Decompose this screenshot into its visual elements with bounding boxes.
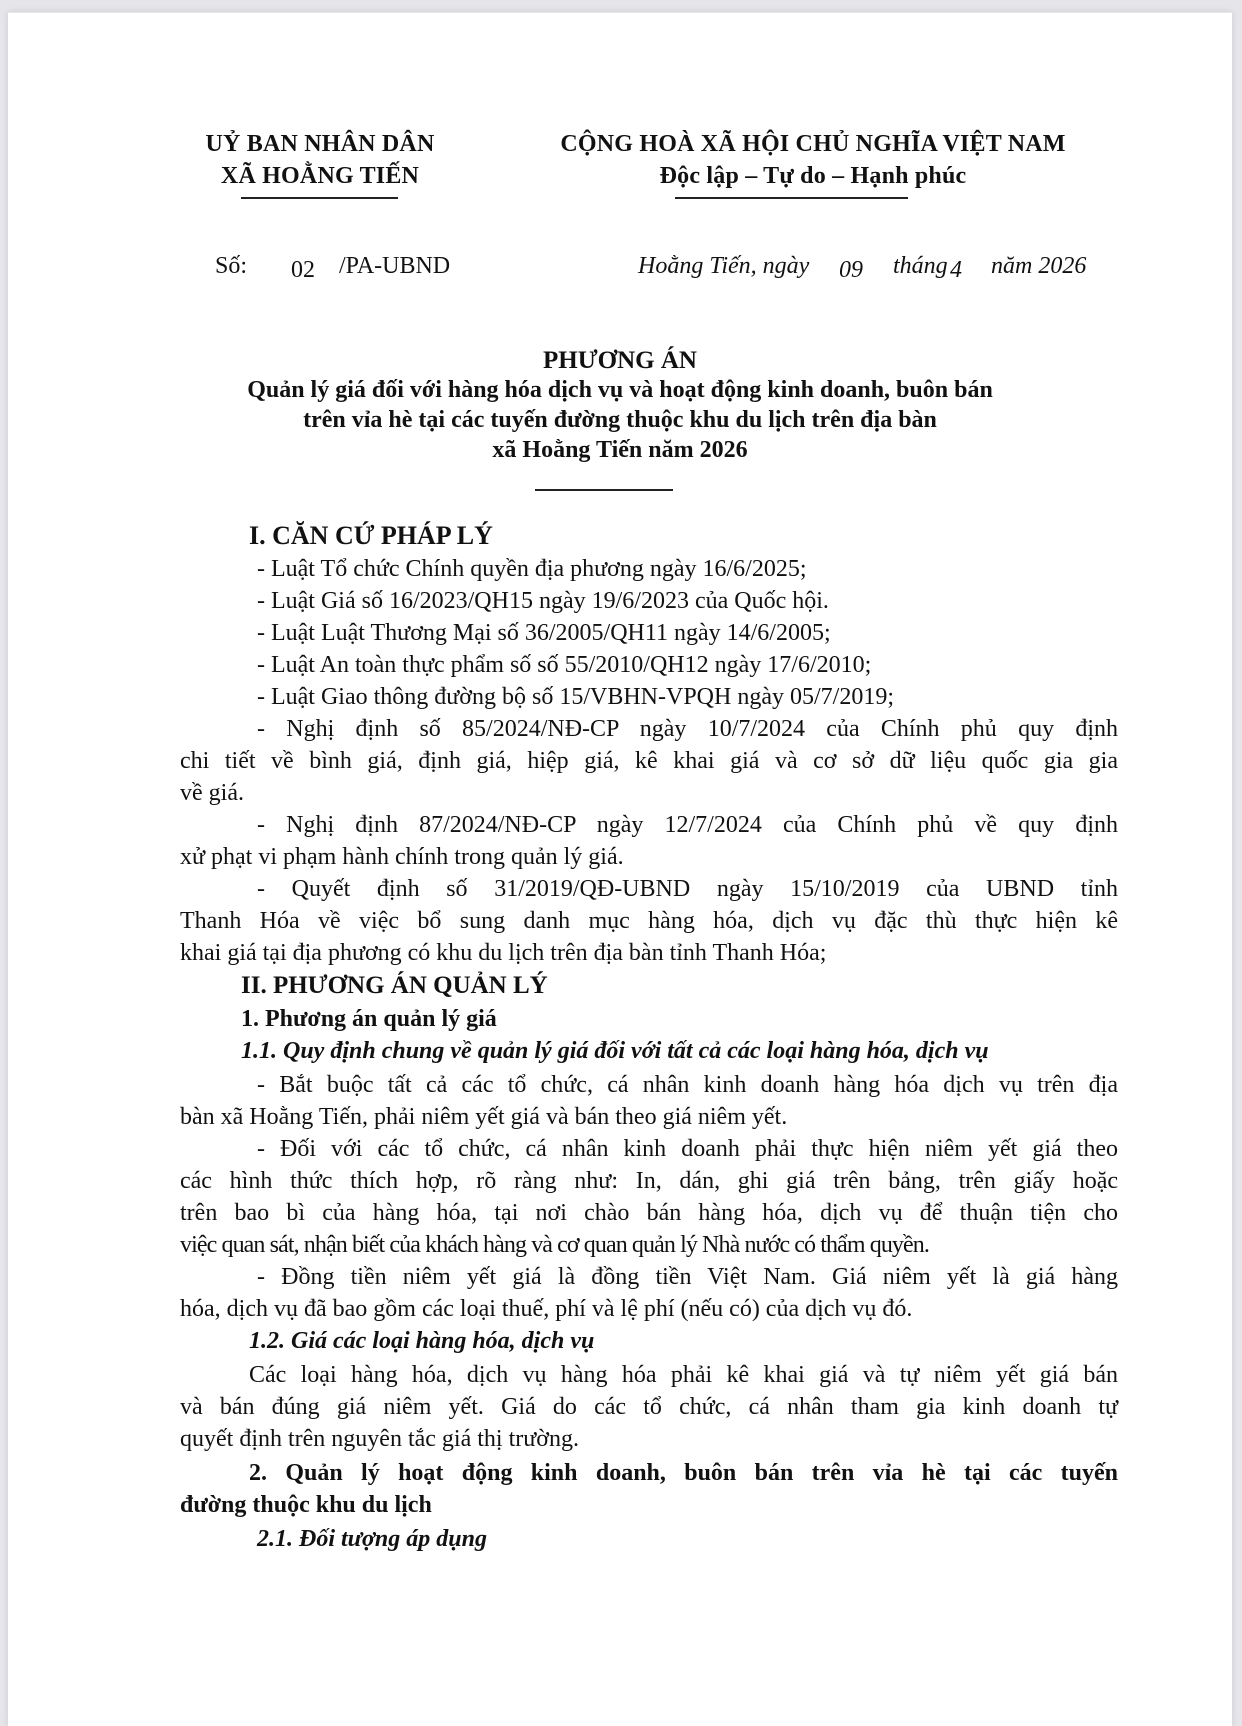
subsection-1-1-heading: 1.1. Quy định chung về quản lý giá đối với tất cả các loại hàng hóa, dịch vụ — [241, 1038, 989, 1064]
doc-subtitle-line2: trên vỉa hè tại các tuyến đường thuộc khu du lịch trên địa bàn — [303, 407, 937, 433]
legal-basis-nd85-line2: chi tiết về bình giá, định giá, hiệp giá, kê khai giá và cơ sở dữ liệu quốc gia gia — [180, 748, 1118, 774]
issuer-underline — [241, 197, 398, 199]
legal-basis-item: - Luật Giá số 16/2023/QH15 ngày 19/6/2023 của Quốc hội. — [257, 588, 829, 614]
legal-basis-nd87-line2: xử phạt vi phạm hành chính trong quản lý giá. — [180, 844, 624, 870]
date-day: 09 — [839, 257, 863, 283]
national-title: CỘNG HOÀ XÃ HỘI CHỦ NGHĨA VIỆT NAM — [560, 131, 1066, 157]
paragraph-line: bàn xã Hoằng Tiến, phải niêm yết giá và bán theo giá niêm yết. — [180, 1104, 788, 1130]
title-underline — [535, 489, 673, 491]
issuer-line2: XÃ HOẰNG TIẾN — [220, 163, 420, 189]
legal-basis-qd31-line3: khai giá tại địa phương có khu du lịch trên địa bàn tỉnh Thanh Hóa; — [180, 940, 827, 966]
date-month: 4 — [950, 257, 962, 283]
doc-number-label: Số: — [215, 253, 248, 279]
document-page — [8, 12, 1232, 1726]
legal-basis-item: - Luật Luật Thương Mại số 36/2005/QH11 ngày 14/6/2005; — [257, 620, 831, 646]
legal-basis-item: - Luật Tổ chức Chính quyền địa phương ngày 16/6/2025; — [257, 556, 807, 582]
paragraph-line: việc quan sát, nhận biết của khách hàng và cơ quan quản lý Nhà nước có thẩm quyền. — [180, 1232, 929, 1258]
paragraph-line: quyết định trên nguyên tắc giá thị trường. — [180, 1426, 579, 1452]
subsection-1-2-heading: 1.2. Giá các loại hàng hóa, dịch vụ — [249, 1328, 595, 1354]
date-place: Hoằng Tiến, ngày — [638, 253, 810, 279]
paragraph-line: và bán đúng giá niêm yết. Giá do các tổ chức, cá nhân tham gia kinh doanh tự — [180, 1394, 1118, 1420]
legal-basis-item: - Luật An toàn thực phẩm số số 55/2010/QH12 ngày 17/6/2010; — [257, 652, 872, 678]
subsection-1-heading: 1. Phương án quản lý giá — [241, 1006, 497, 1032]
doc-title: PHƯƠNG ÁN — [543, 347, 697, 374]
paragraph-line: - Đồng tiền niêm yết giá là đồng tiền Việt Nam. Giá niêm yết là giá hàng — [257, 1264, 1118, 1290]
national-motto: Độc lập – Tự do – Hạnh phúc — [659, 163, 967, 189]
legal-basis-nd85-line1: - Nghị định số 85/2024/NĐ-CP ngày 10/7/2024 của Chính phủ quy định — [257, 716, 1118, 742]
paragraph-line: trên bao bì của hàng hóa, tại nơi chào bán hàng hóa, dịch vụ để thuận tiện cho — [180, 1200, 1118, 1226]
legal-basis-item: - Luật Giao thông đường bộ số 15/VBHN-VPQH ngày 05/7/2019; — [257, 684, 894, 710]
subsection-2-1-heading: 2.1. Đối tượng áp dụng — [257, 1526, 487, 1552]
legal-basis-qd31-line1: - Quyết định số 31/2019/QĐ-UBND ngày 15/10/2019 của UBND tỉnh — [257, 876, 1118, 902]
paragraph-line: - Đối với các tổ chức, cá nhân kinh doanh phải thực hiện niêm yết giá theo — [257, 1136, 1118, 1162]
section1-heading: I. CĂN CỨ PHÁP LÝ — [249, 521, 493, 550]
subsection-2-heading-line1: 2. Quản lý hoạt động kinh doanh, buôn bán trên vỉa hè tại các tuyến — [249, 1460, 1118, 1486]
doc-number: 02 — [291, 257, 315, 283]
doc-subtitle-line3: xã Hoằng Tiến năm 2026 — [492, 437, 748, 463]
paragraph-line: các hình thức thích hợp, rõ ràng như: In, dán, ghi giá trên bảng, trên giấy hoặc — [180, 1168, 1118, 1194]
legal-basis-nd87-line1: - Nghị định 87/2024/NĐ-CP ngày 12/7/2024 của Chính phủ về quy định — [257, 812, 1118, 838]
paragraph-line: hóa, dịch vụ đã bao gồm các loại thuế, phí và lệ phí (nếu có) của dịch vụ đó. — [180, 1296, 913, 1322]
issuer-line1: UỶ BAN NHÂN DÂN — [205, 131, 435, 157]
doc-subtitle-line1: Quản lý giá đối với hàng hóa dịch vụ và hoạt động kinh doanh, buôn bán — [247, 377, 993, 403]
paragraph-line: - Bắt buộc tất cả các tổ chức, cá nhân kinh doanh hàng hóa dịch vụ trên địa — [257, 1072, 1118, 1098]
doc-number-suffix: /PA-UBND — [339, 253, 451, 279]
paragraph-line: Các loại hàng hóa, dịch vụ hàng hóa phải kê khai giá và tự niêm yết giá bán — [249, 1362, 1118, 1388]
legal-basis-qd31-line2: Thanh Hóa về việc bổ sung danh mục hàng hóa, dịch vụ đặc thù thực hiện kê — [180, 908, 1118, 934]
section2-heading: II. PHƯƠNG ÁN QUẢN LÝ — [241, 972, 548, 999]
legal-basis-nd85-line3: về giá. — [180, 780, 244, 806]
motto-underline — [675, 197, 908, 199]
date-year: năm 2026 — [991, 253, 1087, 279]
subsection-2-heading-line2: đường thuộc khu du lịch — [180, 1492, 432, 1518]
date-month-label: tháng — [893, 253, 948, 279]
